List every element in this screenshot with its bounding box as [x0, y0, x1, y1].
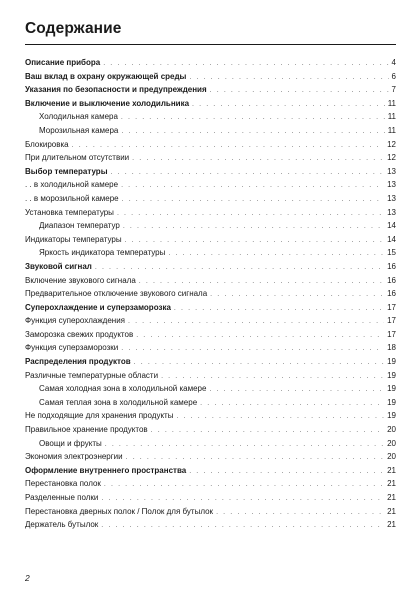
toc-entry[interactable] [25, 505, 396, 519]
toc-entry-page: 20 [387, 425, 396, 435]
toc-entry-page: 13 [387, 166, 396, 176]
dot-leader [210, 84, 389, 98]
toc-entry-page: 21 [387, 479, 396, 489]
toc-entry-label: Функция суперохлаждения [25, 316, 125, 326]
dot-leader [174, 302, 384, 316]
toc-entry[interactable] [25, 301, 396, 315]
toc-entry-label: Звуковой сигнал [25, 261, 92, 271]
toc-entry-page: 11 [387, 125, 396, 135]
toc-entry-label: Функция суперзаморозки [25, 343, 119, 353]
toc-entry-page: 19 [387, 384, 396, 394]
toc-entry-label: Распределения продуктов [25, 357, 131, 367]
toc-entry-page: 17 [387, 329, 396, 339]
toc-entry-label: Держатель бутылок [25, 520, 99, 530]
toc-entry[interactable] [25, 382, 396, 396]
toc-entry-label: Выбор температуры [25, 166, 108, 176]
toc-entry-page: 19 [387, 357, 396, 367]
dot-leader [121, 179, 384, 193]
dot-leader [189, 465, 384, 479]
dot-leader [72, 139, 384, 153]
toc-entry-page: 21 [387, 493, 396, 502]
dot-leader [121, 125, 384, 139]
toc-entry-label: Индикаторы температуры [25, 234, 122, 244]
toc-entry-page: 4 [391, 58, 396, 67]
toc-entry-label: Предварительное отключение звукового сигнала [25, 289, 208, 299]
toc-entry[interactable] [25, 192, 396, 206]
dot-leader [128, 315, 384, 329]
toc-entry[interactable] [25, 151, 396, 165]
toc-entry-page: 21 [387, 520, 396, 530]
toc-entry-label: Перестановка дверных полок / Полок для бутылок [25, 506, 214, 516]
dot-leader [125, 234, 385, 248]
dot-leader [121, 111, 385, 125]
toc-entry[interactable] [25, 178, 396, 192]
dot-leader [139, 275, 384, 289]
dot-leader [103, 57, 388, 71]
toc-entry-page: 14 [387, 221, 396, 231]
toc-entry-page: 15 [387, 248, 396, 258]
toc-entry[interactable] [25, 491, 396, 505]
toc-entry-page: 11 [387, 98, 396, 108]
toc-entry[interactable] [25, 464, 396, 478]
toc-entry[interactable] [25, 437, 396, 451]
toc-entry[interactable] [25, 110, 396, 124]
toc-entry-page: 16 [387, 261, 396, 271]
toc-entry[interactable] [25, 341, 396, 355]
toc-entry-label: . . в холодильной камере [25, 180, 119, 190]
toc-entry[interactable] [25, 409, 396, 423]
dot-leader [209, 383, 384, 397]
toc-entry-label: Овощи и фрукты [39, 438, 102, 448]
toc-entry-page: 20 [387, 438, 396, 448]
toc-entry-label: Суперохлаждение и суперзаморозка [25, 302, 171, 312]
dot-leader [104, 478, 384, 492]
toc-entry-page: 18 [387, 343, 396, 353]
toc-entry-page: 21 [387, 465, 396, 475]
toc-entry-label: Ваш вклад в охрану окружающей среды [25, 71, 187, 81]
toc-entry-label: Включение и выключение холодильника [25, 98, 190, 108]
toc-entry[interactable] [25, 396, 396, 410]
toc-entry[interactable] [25, 260, 396, 274]
toc-entry-label: Описание прибора [25, 58, 101, 67]
toc-entry[interactable] [25, 206, 396, 220]
toc-entry[interactable] [25, 70, 396, 84]
toc-entry[interactable] [25, 124, 396, 138]
toc-entry[interactable] [25, 246, 396, 260]
toc-entry[interactable] [25, 287, 396, 301]
toc-entry[interactable] [25, 450, 396, 464]
toc-entry-page: 13 [387, 193, 396, 203]
toc-entry[interactable] [25, 355, 396, 369]
toc-entry-label: Не подходящие для хранения продукты [25, 411, 174, 421]
dot-leader [132, 152, 384, 166]
page-number: 2 [25, 573, 30, 583]
toc-entry-page: 14 [387, 234, 396, 244]
toc-entry-page: 21 [387, 506, 396, 516]
dot-leader [189, 71, 388, 85]
dot-leader [117, 207, 384, 221]
dot-leader [168, 247, 384, 261]
toc-entry[interactable] [25, 369, 396, 383]
toc-entry-label: Перестановка полок [25, 479, 101, 489]
toc-entry[interactable] [25, 314, 396, 328]
dot-leader [121, 342, 384, 356]
dot-leader [123, 220, 384, 234]
toc-entry-label: . . в морозильной камере [25, 193, 119, 203]
dot-leader [134, 356, 384, 370]
toc-entry-label: Блокировка [25, 139, 69, 149]
toc-entry-page: 6 [391, 71, 396, 81]
dot-leader [216, 506, 384, 520]
toc-entry-page: 16 [387, 275, 396, 285]
dot-leader [176, 410, 384, 424]
toc-entry-page: 7 [391, 85, 396, 95]
dot-leader [101, 492, 384, 506]
toc-entry[interactable] [25, 219, 396, 233]
toc-entry[interactable] [25, 165, 396, 179]
page-title: Содержание [25, 20, 122, 37]
toc-entry[interactable] [25, 477, 396, 491]
toc-entry-label: Самая холодная зона в холодильной камере [39, 384, 207, 394]
toc-entry-label: Холодильная камера [39, 112, 118, 122]
toc-entry[interactable] [25, 328, 396, 342]
toc-entry-label: Экономия электроэнергии [25, 452, 123, 462]
toc-entry-page: 16 [387, 289, 396, 299]
dot-leader [122, 193, 384, 207]
toc-entry[interactable] [25, 518, 396, 532]
toc-entry[interactable] [25, 97, 396, 111]
dot-leader [151, 424, 384, 438]
toc-entry-label: Яркость индикатора температуры [39, 248, 166, 258]
toc-entry-label: Различные температурные области [25, 370, 159, 380]
toc-entry-page: 20 [387, 452, 396, 462]
dot-leader [200, 397, 384, 411]
toc-entry-label: Установка температуры [25, 207, 114, 217]
dot-leader [95, 261, 384, 275]
dot-leader [161, 370, 384, 384]
toc-entry-page: 12 [387, 139, 396, 149]
toc-entry-label: Указания по безопасности и предупреждения [25, 85, 207, 95]
toc-entry-page: 19 [387, 397, 396, 407]
dot-leader [105, 438, 384, 452]
toc-entry-label: Диапазон температур [39, 221, 120, 231]
toc-entry[interactable] [25, 83, 396, 97]
dot-leader [210, 288, 384, 302]
toc-entry[interactable] [25, 138, 396, 152]
toc-entry[interactable] [25, 56, 396, 70]
dot-leader [111, 166, 385, 180]
toc-entry-page: 19 [387, 411, 396, 421]
toc-entry-label: Включение звукового сигнала [25, 275, 136, 285]
toc-entry-page: 11 [387, 112, 396, 122]
dot-leader [192, 98, 385, 112]
toc-entry-page: 17 [387, 302, 396, 312]
toc-entry-label: Оформление внутреннего пространства [25, 465, 187, 475]
toc-entry-label: Правильное хранение продуктов [25, 425, 148, 435]
toc-entry[interactable] [25, 233, 396, 247]
toc-entry-page: 13 [387, 207, 396, 217]
dot-leader [126, 451, 384, 465]
table-of-contents [25, 56, 396, 532]
dot-leader [101, 519, 384, 533]
toc-entry-label: Морозильная камера [39, 125, 119, 135]
toc-entry[interactable] [25, 274, 396, 288]
title-divider [25, 44, 396, 45]
toc-entry-page: 12 [387, 153, 396, 163]
toc-entry-label: При длительном отсутствии [25, 153, 130, 163]
toc-entry[interactable] [25, 423, 396, 437]
toc-entry-page: 13 [387, 180, 396, 190]
toc-entry-page: 19 [387, 370, 396, 380]
dot-leader [136, 329, 384, 343]
toc-entry-label: Разделенные полки [25, 493, 99, 502]
toc-entry-label: Самая теплая зона в холодильной камере [39, 397, 198, 407]
toc-entry-label: Заморозка свежих продуктов [25, 329, 134, 339]
toc-entry-page: 17 [387, 316, 396, 326]
